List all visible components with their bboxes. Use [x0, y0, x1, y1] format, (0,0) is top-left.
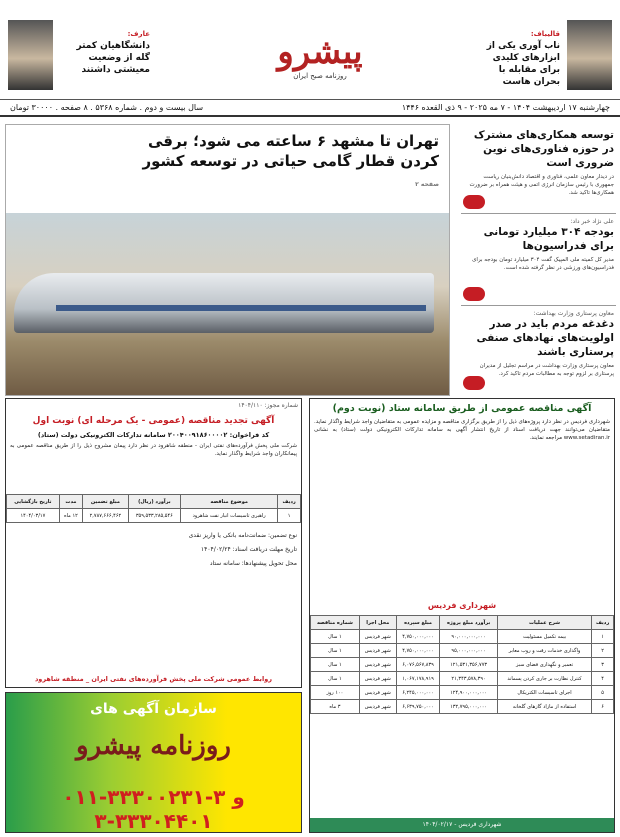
cell: ۶,۰۷۶,۵۶۷,۸۳۹ — [396, 658, 440, 672]
sidebar-title: بودجه ۳۰۴ میلیارد تومانی برای فدراسیون‌ها — [483, 226, 614, 252]
cell: شهر فردیس — [359, 644, 396, 658]
news-sidebar — [461, 124, 616, 396]
table-header: موضوع مناقصه — [181, 495, 278, 509]
header-right-headline: ناب آوری یکی از ابزارهای کلیدی برای مقابله با بحران هاست — [486, 41, 560, 87]
cell: ۱,۰۶۷,۱۷۸,۹۱۹ — [396, 672, 440, 686]
ad-title: آگهی تجدید مناقصه (عمومی - یک مرحله ای) نوبت اول — [32, 416, 275, 426]
table-header: شرح عملیات — [497, 616, 591, 630]
sidebar-kicker: معاون پرستاری وزارت بهداشت: — [533, 310, 614, 317]
sidebar-body: معاون پرستاری وزارت بهداشت در مراسم تجلیل از مدیران پرستاری بر لزوم توجه به مطالبات مردم تاکید کرد. — [479, 363, 614, 377]
cell: ۲۱,۳۴۳,۵۷۸,۳۹۰ — [440, 672, 497, 686]
cell: ۱ — [592, 630, 614, 644]
main-headline — [139, 131, 439, 195]
table-header: برآورد مبلغ پروژه — [440, 616, 497, 630]
cell: ۲ — [592, 644, 614, 658]
table-header: شماره مناقصه — [311, 616, 360, 630]
ad-promo-banner[interactable] — [5, 692, 302, 833]
table-header: تاریخ بازگشایی — [7, 495, 60, 509]
cell: شهر فردیس — [359, 700, 396, 714]
ad-footer: روابط عمومی شرکت ملی پخش فرآورده‌های نفتی ایران _ منطقه شاهرود — [34, 675, 273, 683]
cell: شهر فردیس — [359, 686, 396, 700]
cell: ۱ — [278, 509, 301, 523]
cell: ۳۵۹,۵۳۳,۲۸۵,۵۴۶ — [128, 509, 180, 523]
cell: ۱۲ ماه — [59, 509, 82, 523]
cell: ۳ — [592, 658, 614, 672]
cell: ۱۴۰۴/۰۳/۱۷ — [7, 509, 60, 523]
sidebar-body: مدیر کل کمیته ملی المپیک گفت ۳۰۴ میلیارد تومان بودجه برای فدراسیون‌های ورزشی در نظر گرفته شده است. — [472, 257, 614, 271]
sidebar-body: در دیدار معاون علمی، فناوری و اقتصاد دانش‌بنیان ریاست جمهوری با رئیس سازمان انرژی اتمی و هیئت همراه بر ضرورت همکاری‌ها تاکید شد. — [469, 174, 614, 196]
table-header: مدت — [59, 495, 82, 509]
table-row — [311, 644, 614, 658]
ad-note: نوع تضمین: ضمانت‌نامه بانکی یا واریز نقدی — [188, 532, 297, 539]
sidebar-story-1[interactable] — [461, 124, 616, 214]
promo-line-1: سازمان آگهی های — [90, 701, 217, 717]
portrait-photo-left — [8, 20, 53, 90]
cell: ۲,۷۸۷,۶۶۶,۴۶۲ — [83, 509, 129, 523]
issue-date: چهارشنبه ۱۷ اردیبهشت ۱۴۰۴ - ۷ مه ۲۰۲۵ - ۹ ذی القعده ۱۴۴۶ — [401, 102, 610, 112]
header-left-headline: دانشگاهیان کمتر گله از وضعیت معیشتی داشتند — [76, 41, 150, 75]
cell: ۶ — [592, 700, 614, 714]
ad-notes — [6, 529, 301, 571]
cell: تعمیر و نگهداری فضای سبز — [497, 658, 591, 672]
train-photo — [6, 213, 450, 396]
cell: شهر فردیس — [359, 658, 396, 672]
promo-phone: ۰۱۱-۳۳۳۰۰۲۳۱-۳ و ۳۳۳۰۴۴۰۱-۳ — [62, 785, 245, 833]
ad-body: شهرداری فردیس در نظر دارد پروژه‌های ذیل را از طریق برگزاری مناقصه و مزایده عمومی به متقاضیان واجد شرایط واگذار نماید. متقاضیان می‌توانند جهت دریافت اسناد از تاریخ انتشار آگهی به سامانه تدارکات الکترونیکی دولت (ستاد) به نشانی www.setadiran.ir مراجعه نمایند. — [314, 419, 610, 441]
cell: بیمه تکمیل مسئولیت — [497, 630, 591, 644]
cell: ۶,۲۴۵,۰۰۰,۰۰۰ — [396, 686, 440, 700]
ad-note: تاریخ مهلت دریافت اسناد: ۱۴۰۴/۰۲/۲۴ — [200, 546, 297, 553]
cell: شهر فردیس — [359, 630, 396, 644]
header-left-story[interactable] — [60, 28, 150, 76]
header-right-story[interactable] — [470, 28, 560, 88]
advertisements-area — [5, 398, 615, 833]
table-row — [311, 658, 614, 672]
newspaper-logo[interactable] — [265, 32, 375, 90]
cell: واگذاری خدمات رفت و روب معابر — [497, 644, 591, 658]
cell: ۱ سال — [311, 658, 360, 672]
cell: ۹۵,۰۰۰,۰۰۰,۰۰۰ — [440, 644, 497, 658]
ad-subtitle: کد فراخوان: ۲۰۰۴۰۰۹۱۸۶۰۰۰۰۲ سامانه تدارکات الکترونیکی دولت (ستاد) — [37, 431, 270, 439]
cell: شهر فردیس — [359, 672, 396, 686]
cell: کنترل نظارت بر جاری کردن پسماند — [497, 672, 591, 686]
table-row — [311, 700, 614, 714]
tender-table — [310, 615, 614, 714]
logo-subtitle: روزنامه صبح ایران — [293, 72, 347, 80]
ad-note: محل تحویل پیشنهادها: سامانه ستاد — [209, 560, 297, 567]
ad-body: شرکت ملی پخش فرآورده‌های نفتی ایران - منطقه شاهرود در نظر دارد پیمان مشروح ذیل را از طریق مناقصه عمومی به پیمانکاران واجد شرایط واگذار نماید. — [10, 443, 297, 457]
table-row — [311, 630, 614, 644]
table-header: مبلغ سپرده — [396, 616, 440, 630]
tender-ad-fardis[interactable] — [309, 398, 615, 833]
cell: ۱۲۴,۹۰۰,۰۰۰,۰۰۰ — [440, 686, 497, 700]
main-headline-text: تهران تا مشهد ۶ ساعته می شود؛ برقی کردن قطار گامی حیاتی در توسعه کشور — [142, 132, 439, 170]
logo-wordmark: پیشرو — [277, 32, 363, 72]
cell: استفاده از مازاد گازهای گلخانه — [497, 700, 591, 714]
tender-table — [6, 494, 301, 523]
ad-ref: شماره مجوز: ۱۴۰۴/۱۱۰ — [238, 402, 298, 409]
header-left-kicker: عارف: — [127, 30, 150, 38]
table-header: مبلغ تضمین — [83, 495, 129, 509]
cell: ۶,۶۳۹,۷۵۰,۰۰۰ — [396, 700, 440, 714]
page-reference: صفحه ۲ — [415, 181, 439, 188]
issue-info: سال بیست و دوم . شماره ۵۳۶۸ . ۸ صفحه . ۳۰۰۰۰ تومان — [10, 102, 204, 112]
train-stripe-shape — [56, 305, 426, 311]
table-header: ردیف — [278, 495, 301, 509]
table-header: برآورد (ریال) — [128, 495, 180, 509]
table-header: ردیف — [592, 616, 614, 630]
dateline-bar — [0, 99, 620, 117]
train-body-shape — [14, 273, 434, 333]
cell: ۱ سال — [311, 644, 360, 658]
sidebar-title: توسعه همکاری‌های مشترک در حوزه فناوری‌های نوین ضروری است — [473, 129, 614, 169]
cell: ۱۰۰ روز — [311, 686, 360, 700]
table-row — [311, 672, 614, 686]
ad-title: آگهی مناقصه عمومی از طریق سامانه ستاد (نوبت دوم) — [332, 403, 592, 414]
cell: ۴,۷۵۰,۰۰۰,۰۰۰ — [396, 630, 440, 644]
continue-badge[interactable] — [463, 287, 485, 301]
ad-footer: شهرداری فردیس - ۱۴۰۴/۰۲/۱۷ — [310, 818, 614, 832]
sidebar-title: دغدغه مردم باید در صدر اولویت‌های نهادهای صنفی پرستاری باشند — [476, 318, 614, 358]
cell: ۱ سال — [311, 630, 360, 644]
cell: راهبری تاسیسات انبار نفت شاهرود — [181, 509, 278, 523]
table-row — [311, 686, 614, 700]
cell: ۴,۷۵۰,۰۰۰,۰۰۰ — [396, 644, 440, 658]
cell: ۴ — [592, 672, 614, 686]
promo-line-2: روزنامه پیشرو — [76, 731, 231, 761]
cell: اجرای تاسیسات الکتریکال — [497, 686, 591, 700]
cell: ۳ ماه — [311, 700, 360, 714]
cell: ۹۰,۰۰۰,۰۰۰,۰۰۰ — [440, 630, 497, 644]
cell: ۱۲۱,۵۳۱,۳۵۶,۷۷۳ — [440, 658, 497, 672]
cell: ۵ — [592, 686, 614, 700]
cell: ۱۳۲,۷۹۵,۰۰۰,۰۰۰ — [440, 700, 497, 714]
main-story[interactable] — [5, 124, 450, 396]
table-row — [7, 509, 301, 523]
sidebar-story-3[interactable] — [461, 306, 616, 394]
masthead — [0, 0, 620, 100]
header-right-kicker: قالیباف: — [530, 30, 560, 38]
table-header: محل اجرا — [359, 616, 396, 630]
continue-badge[interactable] — [463, 376, 485, 390]
ad-table-title: شهرداری فردیس — [427, 601, 497, 610]
sidebar-story-2[interactable] — [461, 214, 616, 306]
continue-badge[interactable] — [463, 195, 485, 209]
portrait-photo-right — [567, 20, 612, 90]
sidebar-kicker: علی نژاد خبر داد: — [570, 218, 614, 225]
cell: ۱ سال — [311, 672, 360, 686]
tender-ad-oil[interactable] — [5, 398, 302, 688]
